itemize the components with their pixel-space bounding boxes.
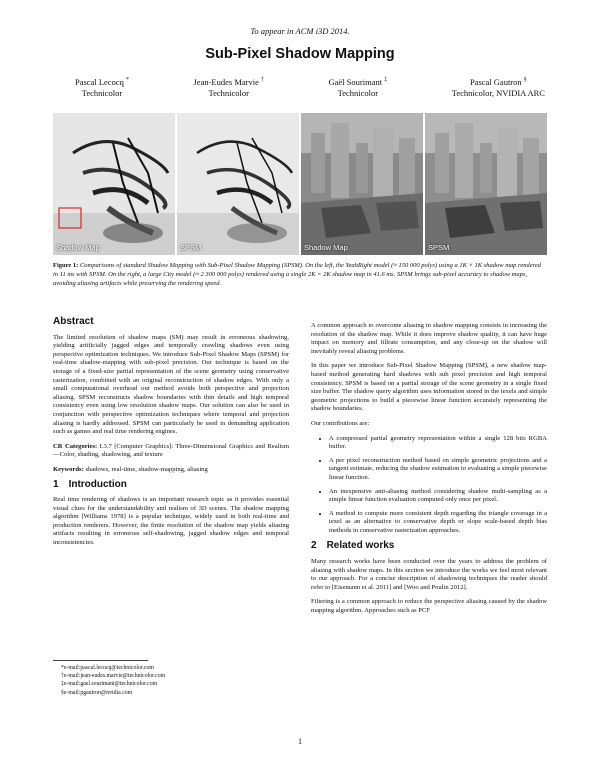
yeahright-render-image — [177, 113, 299, 255]
related-heading — [311, 542, 547, 551]
panel-label: Shadow Map — [304, 243, 348, 252]
author-affiliation: Technicolor, NVIDIA ARC — [451, 87, 545, 98]
keywords-text: shadows, real-time, shadow-mapping, aliasing — [85, 465, 208, 473]
city-render-image — [425, 113, 547, 255]
keywords-label: Keywords: — [53, 465, 84, 473]
body-paragraph: In this paper we introduce Sub-Pixel Shadow Mapping (SPSM), a new shadow map-based method generating hard shadows with sub pixel precision and high temporal consistency. SPSM is based on a partial storage of the scene geometry in a single fixed size buffer. The shadow query algorithm uses information stored in the texels and simple geometric projections to build a piecewise linear function accurately representing the shadow boundaries. — [311, 362, 547, 413]
footnote: ‡e-mail:gael.sourimant@technicolor.com — [61, 681, 158, 688]
author-2 — [193, 75, 264, 99]
body-paragraph: Filtering is a common approach to reduce the perspective aliasing caused by the shadow mapping algorithm. Approaches such as PCF — [311, 598, 547, 615]
author-affiliation: Technicolor — [337, 87, 379, 98]
abstract-text: The limited resolution of shadow maps (SM) may result in erroneous shadowing, yielding artificially jagged edges and temporally crawling shadows even using perspective optimization techniques. We introduce Sub-Pixel Shadow Maps (SPSM) for real-time shadow-mapping with sub-pixel precision. Our technique is based on the storage of a fixed-size partial representation of the scene geometry using conservative rasterization, combined with an original reconstruction of shadow edges. With only a small computational overhead our method avoids both perspective and projection aliasing. SPSM reconstructs shadow boundaries with thin details and high temporal consistency even using low resolution shadow maps. Our solution can also be used in conjunction with perspective optimization techniques where temporal and projection aliasing is hardly addressed. SPSM can particularly be used in demanding application such as games and real time rendering engines. — [53, 333, 289, 436]
caption-label: Figure 1: — [53, 262, 79, 269]
figure-caption — [53, 261, 547, 288]
author-mark: † — [261, 77, 264, 83]
contribution-item: • An inexpensive anti-aliasing method considering shadow multi-sampling as a simple linear function evaluation computed only once per pixel. — [329, 488, 547, 505]
section-title: Introduction — [68, 478, 127, 490]
cr-label: CR Categories: — [53, 442, 98, 450]
contributions-list — [311, 435, 547, 536]
author-4 — [452, 75, 545, 99]
footnotes — [53, 660, 289, 697]
figure-panel-city-spsm — [425, 113, 547, 255]
section-title: Related works — [326, 540, 395, 552]
intro-text: Real time rendering of shadows is an important research topic as it provides essential visual clues for the understandability and realism of 3D scenes. The shadow mapping algorithm [Williams 1978] is a popular technique, widely used in both real-time and production renderers. However, the finite resolution of the shadow map yields aliasing artifacts resulting in erroneous self-shadowing, jagged shadow edges and temporal inconsistencies. — [53, 496, 289, 547]
author-mark: § — [523, 77, 527, 83]
left-column — [53, 318, 289, 554]
section-number: 1 — [53, 478, 59, 490]
author-name: Gaël Sourimant — [328, 76, 383, 87]
venue-line: To appear in ACM i3D 2014. — [250, 26, 350, 36]
contribution-item: • A per pixel reconstruction method based on simple geometric projections and a tangent estimate, reducing the shadow estimation to evaluating a simple piecewise linear function. — [329, 457, 547, 483]
city-render-image — [301, 113, 423, 255]
panel-label: Shadow Map — [56, 243, 100, 252]
body-paragraph: Many research works have been conducted over the years to address the problem of aliasing with shadow maps. In this section we introduce the works we feel most relevant to our approach. For a concise description of shadowing techniques the reader should refer to [Eisemann et al. 2011] and [Woo and Poulin 2012]. — [311, 558, 547, 591]
cr-text: I.3.7 [Computer Graphics]: Three-Dimensional Graphics and Realism—Color, shading, shadowing, and texture — [53, 442, 289, 459]
footnote: *e-mail:pascal.lecocq@technicolor.com — [61, 665, 154, 671]
contributions-intro: Our contributions are: — [311, 419, 370, 427]
caption-text: Comparisons of standard Shadow Mapping with Sub-Pixel Shadow Mapping (SPSM). On the left, the YeahRight model (≈ 150 000 polys) using a 1K × 1K shadow map rendered in 11 ms with SPSM. On the right, a large City model (≈ 2 300 000 polys) rendered using a single 2K × 2K shadow map in 41.6 ms. SPSM brings sub-pixel accuracy to shadow maps, avoiding aliasing artifacts while preserving the rendering speed. — [53, 262, 542, 287]
author-1 — [75, 75, 129, 99]
cr-categories — [53, 443, 289, 460]
section-number: 2 — [311, 540, 317, 552]
figure-panel-yeahright-spsm — [177, 113, 299, 255]
figure-panel-yeahright-shadowmap — [53, 113, 175, 255]
author-mark: ‡ — [384, 77, 388, 83]
yeahright-render-image — [53, 113, 175, 255]
body-paragraph: A common approach to overcome aliasing in shadow mapping consists in increasing the resolution of the shadow map. While it does improve shadow quality, it can have huge impact on memory and fillrate consumption, and any close-up on the shadow will inevitably reveal aliasing problems. — [311, 322, 547, 355]
keywords — [53, 466, 289, 475]
teaser-figure — [53, 113, 547, 255]
contribution-item: • A method to compute more consistent depth regarding the triangle coverage in a texel as an alternative to conservative depth or slope scale-based depth bias methods in conservative rasterization approaches. — [329, 510, 547, 536]
author-mark: * — [125, 77, 129, 83]
footnote: †e-mail:jean-eudes.marvie@technicolor.com — [61, 673, 166, 680]
panel-label: SPSM — [428, 243, 450, 252]
author-name: Jean-Eudes Marvie — [193, 76, 259, 87]
contribution-item: • A compressed partial geometry representation within a single 128 bits RGBA buffer. — [329, 435, 547, 452]
intro-heading — [53, 478, 289, 490]
author-affiliation: Technicolor — [81, 87, 123, 98]
paper-title: Sub-Pixel Shadow Mapping — [205, 46, 395, 62]
author-list — [75, 75, 545, 99]
author-affiliation: Technicolor — [208, 87, 249, 98]
footnote-rule — [53, 660, 148, 661]
author-name: Pascal Gautron — [469, 76, 522, 87]
author-name: Pascal Lecocq — [75, 76, 124, 87]
right-column — [311, 322, 547, 622]
author-3 — [329, 75, 388, 99]
figure-panel-city-shadowmap — [301, 113, 423, 255]
page-number: 1 — [298, 737, 302, 746]
footnote: §e-mail:pgautron@nvidia.com — [61, 689, 133, 696]
panel-label: SPSM — [180, 243, 202, 252]
abstract-heading: Abstract — [53, 316, 94, 327]
